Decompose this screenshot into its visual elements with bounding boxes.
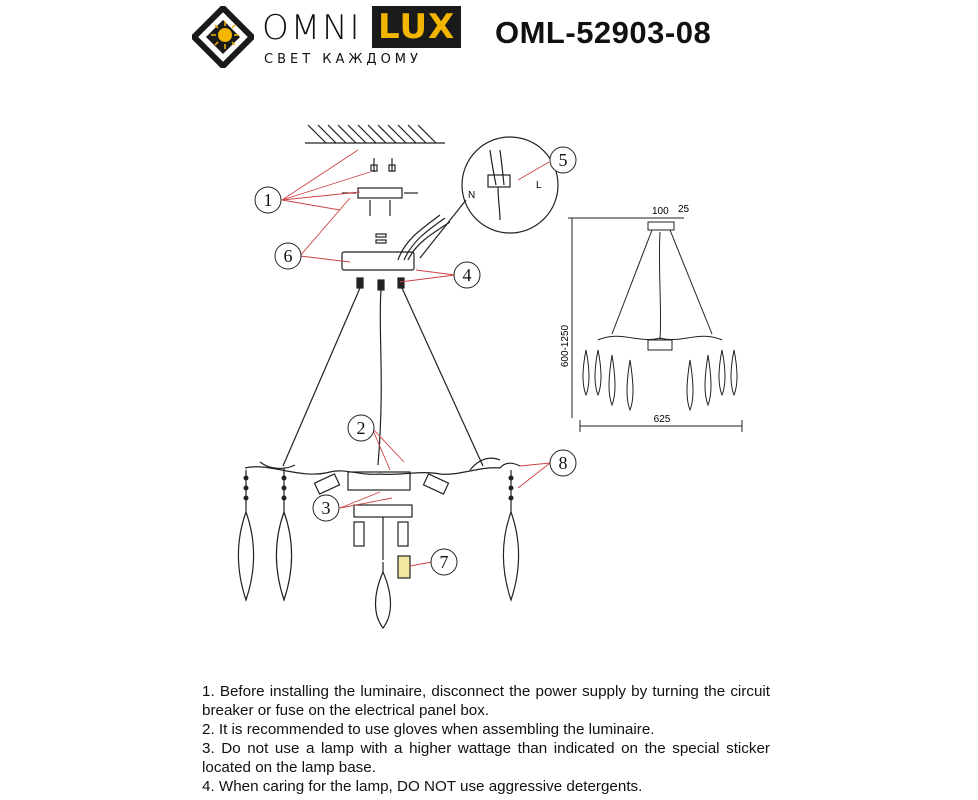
dim-canopy-width: 100 [652, 206, 669, 217]
ceiling-hatch [305, 125, 445, 143]
note-1: 1. Before installing the luminaire, disconnect the power supply by turning the circuit breaker or fuse on the electrical panel box. [202, 683, 770, 719]
callout-6-label: 6 [283, 246, 293, 266]
neutral-label: N [468, 190, 476, 201]
brand-tagline: СВЕТ КАЖДОМУ [264, 52, 422, 67]
callout-2-label: 2 [356, 418, 366, 438]
callout-5-label: 5 [558, 150, 568, 170]
brand-name-lux: LUX [372, 6, 461, 48]
callout-4-label: 4 [462, 265, 472, 285]
note-3: 3. Do not use a lamp with a higher wattage than indicated on the special sticker located on the lamp base. [202, 740, 770, 776]
dim-width: 625 [653, 414, 671, 425]
chandelier-arms [245, 463, 520, 474]
brand-name-omni: OMNI [262, 8, 362, 48]
canopy [342, 252, 414, 270]
model-number: OML-52903-08 [495, 15, 712, 50]
note-2: 2. It is recommended to use gloves when assembling the luminaire. [202, 721, 655, 738]
anchor-screws [370, 158, 395, 216]
callout-7-label: 7 [439, 552, 449, 572]
safety-notes [202, 682, 770, 796]
dimension-drawing [568, 218, 742, 432]
note-4: 4. When caring for the lamp, DO NOT use aggressive detergents. [202, 778, 643, 795]
crystal-drops [239, 468, 519, 628]
live-label: L [536, 180, 542, 191]
dim-height-range: 600-1250 [560, 324, 571, 368]
callout-1-label: 1 [263, 190, 273, 210]
bulb [398, 556, 410, 578]
dim-canopy-height: 25 [678, 204, 690, 215]
callout-3-label: 3 [321, 498, 331, 518]
mounting-bracket [358, 188, 402, 198]
callout-8-label: 8 [558, 453, 568, 473]
